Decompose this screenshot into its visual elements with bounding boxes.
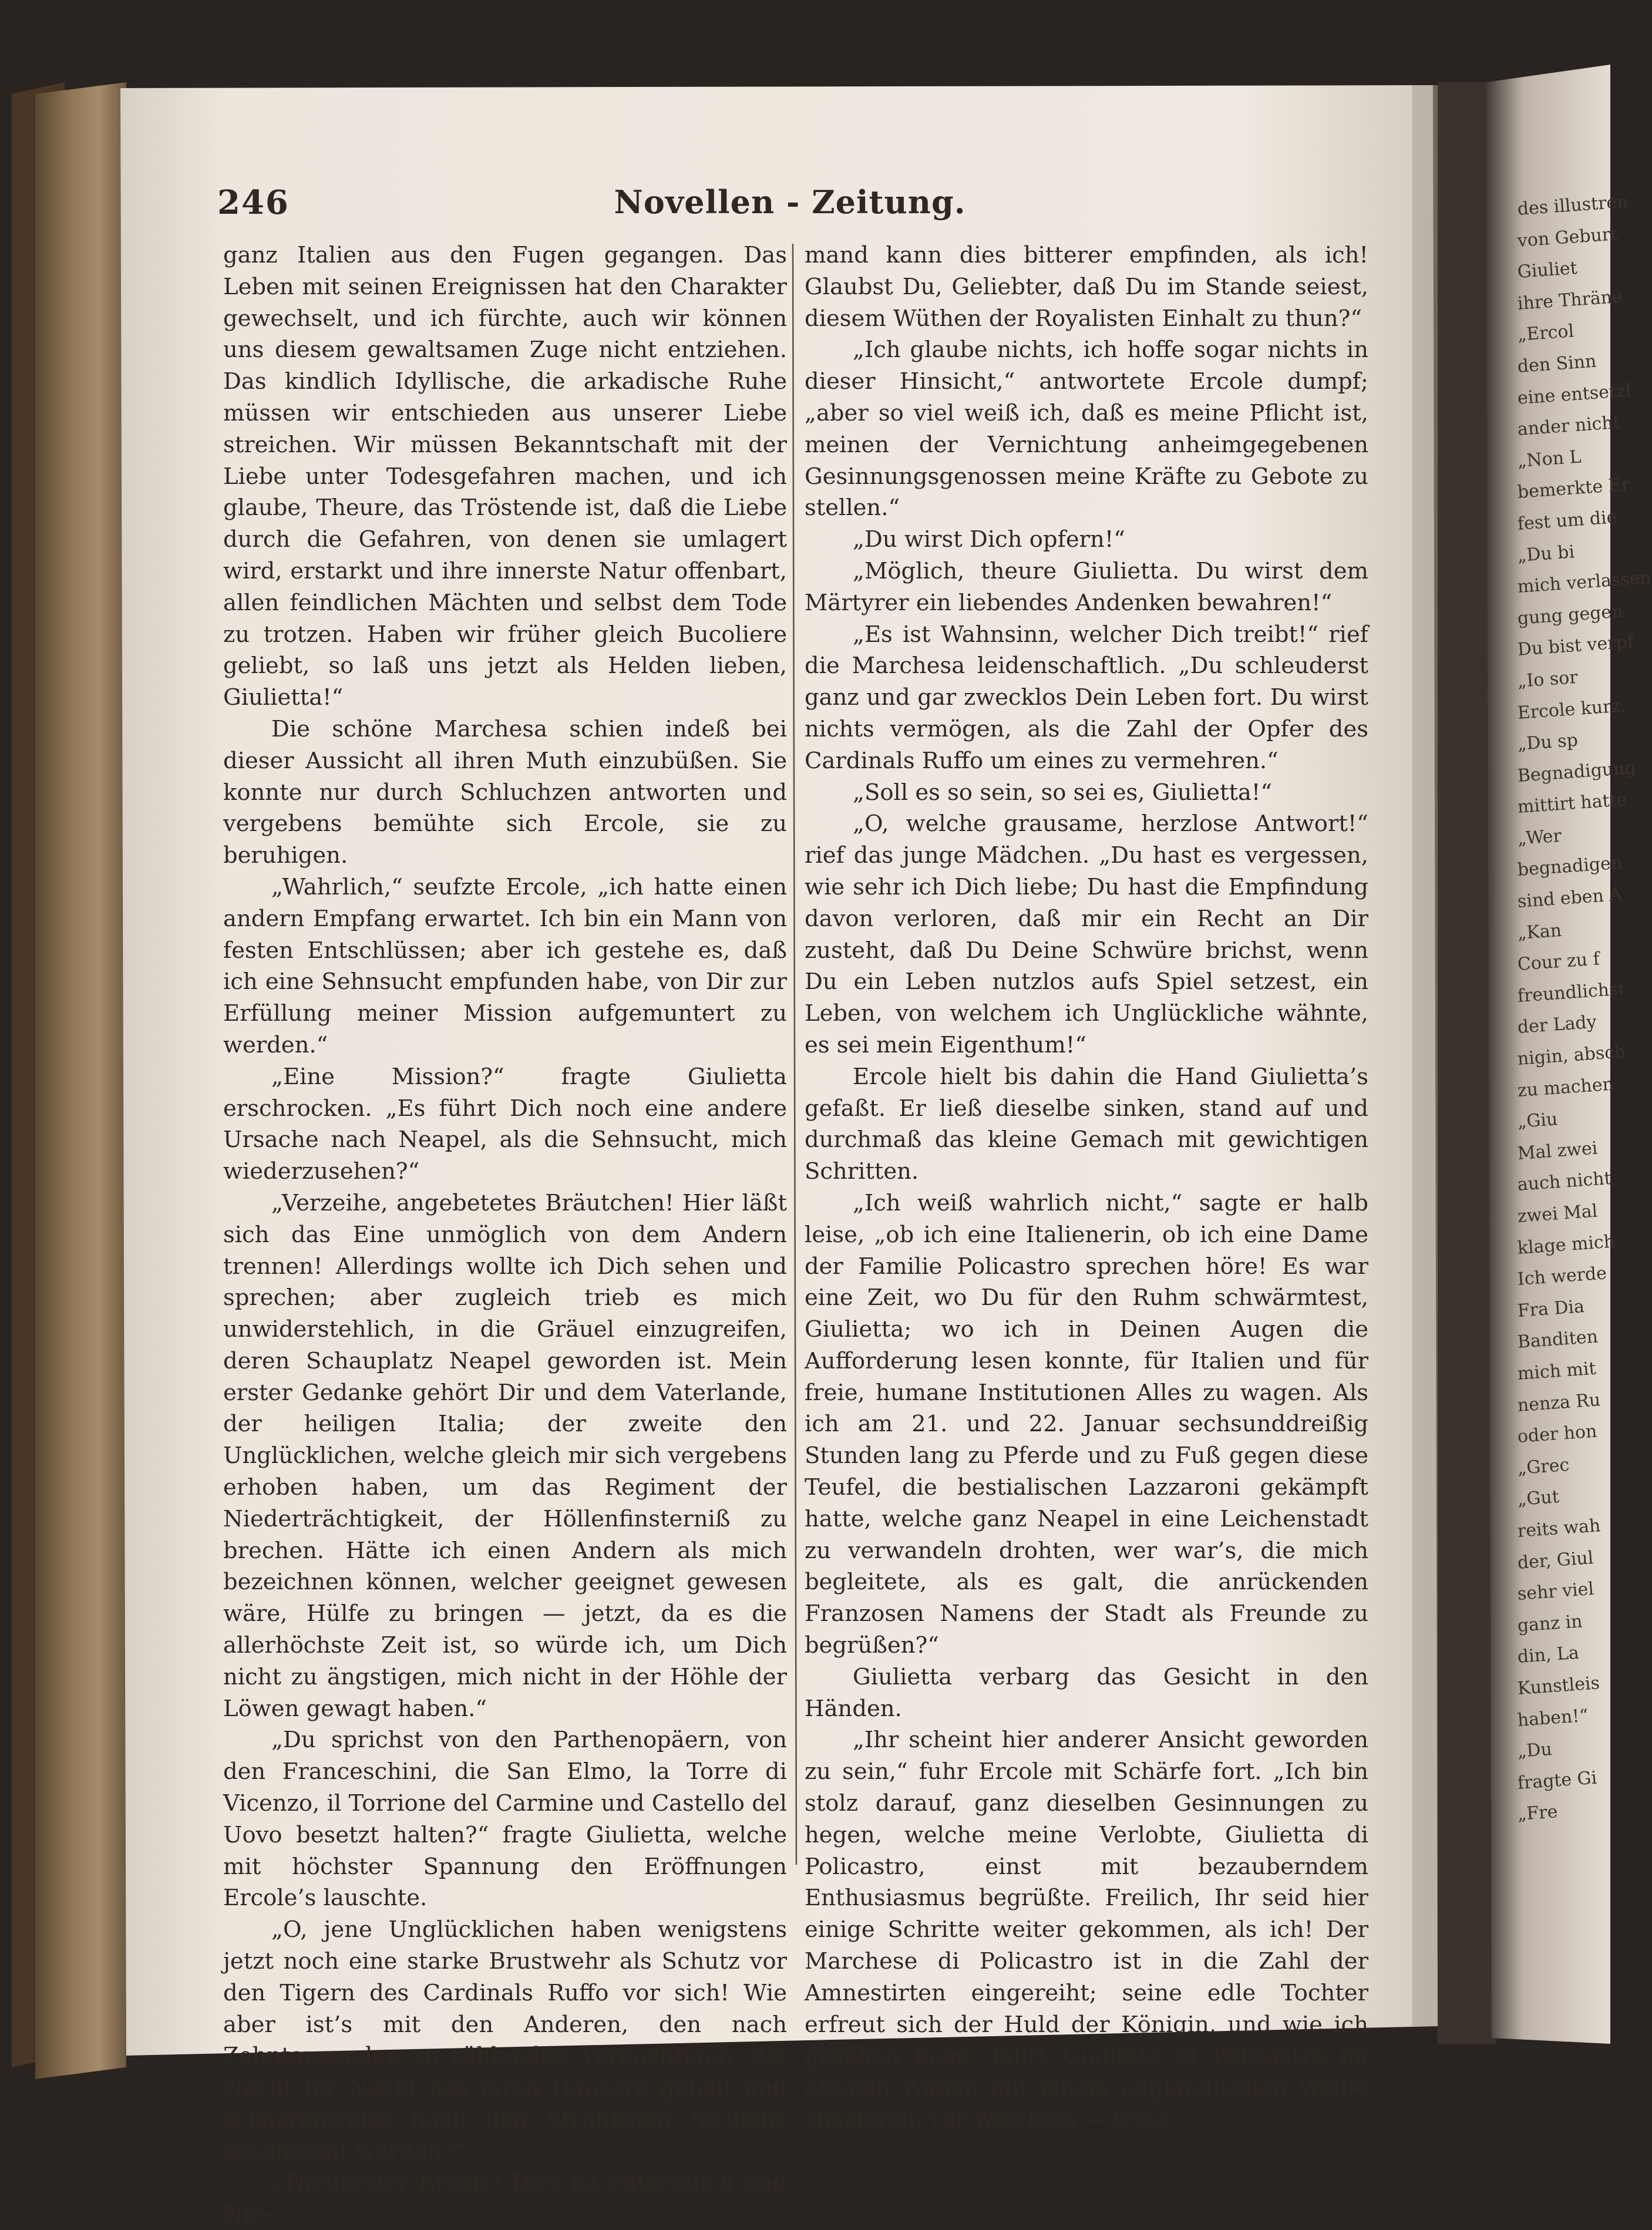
next-page-line-fragment: „Du bi <box>1516 541 1576 566</box>
next-page-line-fragment: „Kan <box>1516 920 1563 944</box>
next-page-line-fragment: Giuliet <box>1516 258 1578 283</box>
next-page-line-fragment: Banditen <box>1516 1326 1599 1353</box>
next-page-line-fragment: „Du <box>1516 1739 1553 1763</box>
next-page-line-fragment: „Grec <box>1516 1454 1570 1479</box>
next-page-line-fragment: „Io sor <box>1516 667 1579 692</box>
paragraph: ganz Italien aus den Fugen gegangen. Das Leben mit seinen Ereignissen hat den Charakter gewechselt, und ich fürchte, auch wir können uns diesem gewaltsamen Zuge nicht entziehen. Das kindlich Idyllische, die arkadische Ruhe müssen wir entschieden aus unserer Liebe streichen. Wir müssen Bekanntschaft mit der Liebe unter Todesgefahren machen, und ich glaube, Theure, das Tröstende ist, daß die Liebe durch die Gefahren, von denen sie umlagert wird, erstarkt und ihre innerste Natur offenbart, allen feindlichen Mächten und selbst dem Tode zu trotzen. Haben wir früher gleich Bucoliere geliebt, so laß uns jetzt als Helden lieben, Giulietta!“ <box>223 242 787 711</box>
next-page-line-fragment: mich mit <box>1516 1358 1597 1384</box>
next-page-line-fragment: reits wah <box>1516 1515 1601 1542</box>
next-page-line-fragment: der Lady <box>1516 1012 1597 1038</box>
next-page-line-fragment: Kunstleis <box>1516 1673 1601 1699</box>
next-page-line-fragment: Mal zwei <box>1516 1138 1599 1164</box>
next-page-line-fragment: freundlichst <box>1516 978 1626 1007</box>
next-page-line-fragment: din, La <box>1516 1643 1580 1668</box>
journal-title: Novellen - Zeitung. <box>614 183 966 221</box>
next-page-line-fragment: ganz in <box>1516 1611 1583 1636</box>
next-page-line-fragment: auch nicht <box>1516 1168 1612 1196</box>
paragraph: „Du sprichst von den Parthenopäern, von den Franceschini, die San Elmo, la Torre di Vicenzo, il Torrione del Carmine und Castello del Uovo besetzt halten?“ fragte Giulietta, welche mit höchster Spannung den Eröffnungen Ercole’s lauschte. <box>223 1727 787 1912</box>
paragraph: „Eine Mission?“ fragte Giulietta erschrocken. „Es führt Dich noch eine andere Ursache nach Neapel, als die Sehnsucht, mich wiederzusehen?“ <box>223 1063 787 1185</box>
left-text-column <box>223 240 787 2228</box>
next-page-line-fragment: „Ercol <box>1516 321 1575 346</box>
paragraph: „O, welche grausame, herzlose Antwort!“ rief das junge Mädchen. „Du hast es vergessen, wie sehr ich Dich liebe; Du hast die Empfindung davon verloren, daß mir ein Recht an Dir zusteht, daß Du Deine Schwüre brichst, wenn Du ein Leben nutzlos aufs Spiel setzest, ein Leben, von welchem ich Unglückliche wähnte, es sei mein Eigenthum!“ <box>805 810 1368 1058</box>
next-page-line-fragment: Ercole kurz. <box>1516 695 1627 724</box>
paragraph: Ercole hielt bis dahin die Hand Giulietta’s gefaßt. Er ließ dieselbe sinken, stand auf und durchmaß das kleine Gemach mit gewichtigen Schritten. <box>805 1063 1368 1185</box>
next-page-fragment-column <box>1516 191 1652 2014</box>
next-page-line-fragment: „Wer <box>1516 825 1562 849</box>
next-page-line-fragment: sehr viel <box>1516 1579 1595 1605</box>
next-page-line-fragment: Du bist verpf <box>1516 631 1634 661</box>
next-page-line-fragment: gung gegen <box>1516 601 1624 629</box>
next-page-line-fragment: nenza Ru <box>1516 1389 1601 1416</box>
paragraph: „Ich glaube nichts, ich hoffe sogar nichts in dieser Hinsicht,“ antwortete Ercole dumpf; „aber so viel weiß ich, daß es meine Pflicht ist, meinen der Vernichtung anheimgegebenen Gesinnungsgenossen meine Kräfte zu Gebote zu stellen.“ <box>805 337 1368 522</box>
next-page-line-fragment: von Geburt <box>1516 223 1619 251</box>
next-page-line-fragment: „Fre <box>1516 1801 1559 1825</box>
next-page-line-fragment: haben!“ <box>1516 1705 1589 1731</box>
next-page-line-fragment: fest um die <box>1516 507 1618 534</box>
paragraph: „Verzeihe, angebetetes Bräutchen! Hier läßt sich das Eine unmöglich von dem Andern trennen! Allerdings wollte ich Dich sehen und sprechen; aber zugleich trieb es mich unwiderstehlich, in die Gräuel einzugreifen, deren Schauplatz Neapel geworden ist. Mein erster Gedanke gehört Dir und dem Vaterlande, der heiligen Italia; der zweite den Unglücklichen, welche gleich mir sich vergebens erhoben haben, um das Regiment der Niederträchtigkeit, der Höllenfinsterniß zu brechen. Hätte ich einen Andern als mich bezeichnen können, welcher geeignet gewesen wäre, Hülfe zu bringen — jetzt, da es die allerhöchste Zeit ist, so würde ich, um Dich nicht zu ängstigen, mich nicht in der Höhle der Löwen gewagt haben.“ <box>223 1189 787 1722</box>
next-page-line-fragment: bemerkte Er <box>1516 475 1630 503</box>
next-page-line-fragment: des illustren <box>1516 191 1629 220</box>
paragraph: mand kann dies bitterer empfinden, als ich! Glaubst Du, Geliebter, daß Du im Stande seiest, diesem Wüthen der Royalisten Einhalt zu thun?“ <box>805 242 1368 332</box>
next-page-line-fragment: eine entsetzl <box>1516 380 1632 409</box>
next-page-line-fragment: „Du sp <box>1516 729 1579 755</box>
next-page-line-fragment: sind eben A <box>1516 884 1623 913</box>
next-page-line-fragment: „Giu <box>1516 1109 1559 1133</box>
page-stack-edge <box>35 82 126 2079</box>
next-page-line-fragment: Begnadigung <box>1516 757 1637 786</box>
paragraph: „Ihr scheint hier anderer Ansicht geworden zu sein,“ fuhr Ercole mit Schärfe fort. „Ich bin stolz darauf, ganz dieselben Gesinnungen zu hegen, welche meine Verlobte, Giulietta di Policastro, einst mit bezauberndem Enthusiasmus begrüßte. Freilich, Ihr seid hier einige Schritte weiter gekommen, als ich! Der Marchese di Policastro ist in die Zahl der Amnestirten eingereiht; seine edle Tochter erfreut sich der Huld der Königin, und wie ich gesehen habe, fährt Giulietta di Policastro im offenen Wagen mit jenem engländischen Weibe spazieren, vor welchem — trotz <box>805 1727 1368 2133</box>
paragraph: „Es ist Wahnsinn, welcher Dich treibt!“ rief die Marchesa leidenschaftlich. „Du schleuderst ganz und gar zwecklos Dein Leben fort. Du wirst nichts vermögen, als die Zahl der Opfer des Cardinals Ruffo um eines zu vermehren.“ <box>805 621 1368 774</box>
next-page-line-fragment: zwei Mal <box>1516 1200 1599 1227</box>
next-page-line-fragment: ihre Thräne <box>1516 286 1623 314</box>
paragraph: „O, jene Unglücklichen haben wenigstens jetzt noch eine starke Brustwehr als Schutz vor den Tigern des Cardinals Ruffo vor sich! Wie aber ist’s mit den Anderen, den nach Zehntausenden zu zählenden Verdächtigen, die Nacht für Nacht aus ihren Häusern geholt und schaarenweise nach den Strafinseln Siciliens geschleppt werden?“ <box>223 1916 787 2164</box>
paragraph: „Möglich, theure Giulietta. Du wirst dem Märtyrer ein liebendes Andenken bewahren!“ <box>805 557 1368 616</box>
next-page-line-fragment: zu machen <box>1516 1074 1615 1101</box>
next-page-line-fragment: Fra Dia <box>1516 1296 1586 1321</box>
next-page-line-fragment: „Non L <box>1516 446 1582 472</box>
paragraph: „Soll es so sein, so sei es, Giulietta!“ <box>853 779 1273 806</box>
next-page-line-fragment: der, Giul <box>1516 1547 1594 1573</box>
next-page-line-fragment: den Sinn <box>1516 351 1597 377</box>
page-number: 246 <box>217 183 290 222</box>
paragraph: „Wahrlich,“ seufzte Ercole, „ich hatte einen andern Empfang erwartet. Ich bin ein Mann von festen Entschlüssen; aber ich gestehe es, daß ich eine Sehnsucht empfunden habe, von Dir zur Erfüllung meiner Mission aufgemuntert zu werden.“ <box>223 873 787 1058</box>
next-page-line-fragment: klage mich <box>1516 1231 1616 1259</box>
next-page-line-fragment: oder hon <box>1516 1421 1598 1448</box>
next-page-line-fragment: fragte Gi <box>1516 1767 1598 1794</box>
next-page-line-fragment: begnadigen <box>1516 853 1623 881</box>
paragraph: „Ich weiß wahrlich nicht,“ sagte er halb leise, „ob ich eine Italienerin, ob ich eine Dame der Familie Policastro sprechen höre! Es war eine Zeit, wo Du für den Ruhm schwärmtest, Giulietta; wo ich in Deinen Augen die Aufforderung lesen konnte, für Italien und für freie, humane Institutionen Alles zu wagen. Als ich am 21. und 22. Januar sechsunddreißig Stunden lang zu Pferde und zu Fuß gegen diese Teufel, die bestialischen Lazzaroni gekämpft hatte, welche ganz Neapel in eine Leichenstadt zu verwandeln drohten, wer war’s, die mich begleitete, als es galt, die anrückenden Franzosen Namens der Stadt als Freunde zu begrüßen?“ <box>805 1189 1368 1659</box>
next-page-line-fragment: Ich werde <box>1516 1263 1608 1290</box>
running-head <box>217 183 1362 230</box>
paragraph: „Theuerster Ercole! Dies ist entsetzlich und Nie- <box>223 2169 787 2228</box>
paragraph: „Du wirst Dich opfern!“ <box>853 526 1125 553</box>
next-page-line-fragment: mittirt hatte <box>1516 789 1628 818</box>
next-page-line-fragment: mich verlassen <box>1516 567 1652 598</box>
paragraph: Die schöne Marchesa schien indeß bei dieser Aussicht all ihren Muth einzubüßen. Sie konnte nur durch Schluchzen antworten und vergebens bemühte sich Ercole, sie zu beruhigen. <box>223 715 787 869</box>
paragraph: Giulietta verbarg das Gesicht in den Händen. <box>805 1663 1368 1722</box>
next-page-line-fragment: „Gut <box>1516 1486 1560 1511</box>
next-page-line-fragment: Cour zu f <box>1516 948 1600 976</box>
next-page-line-fragment: nigin, absch <box>1516 1041 1627 1069</box>
next-page-line-fragment: ander nicht <box>1516 412 1621 440</box>
right-text-column <box>805 240 1368 2133</box>
